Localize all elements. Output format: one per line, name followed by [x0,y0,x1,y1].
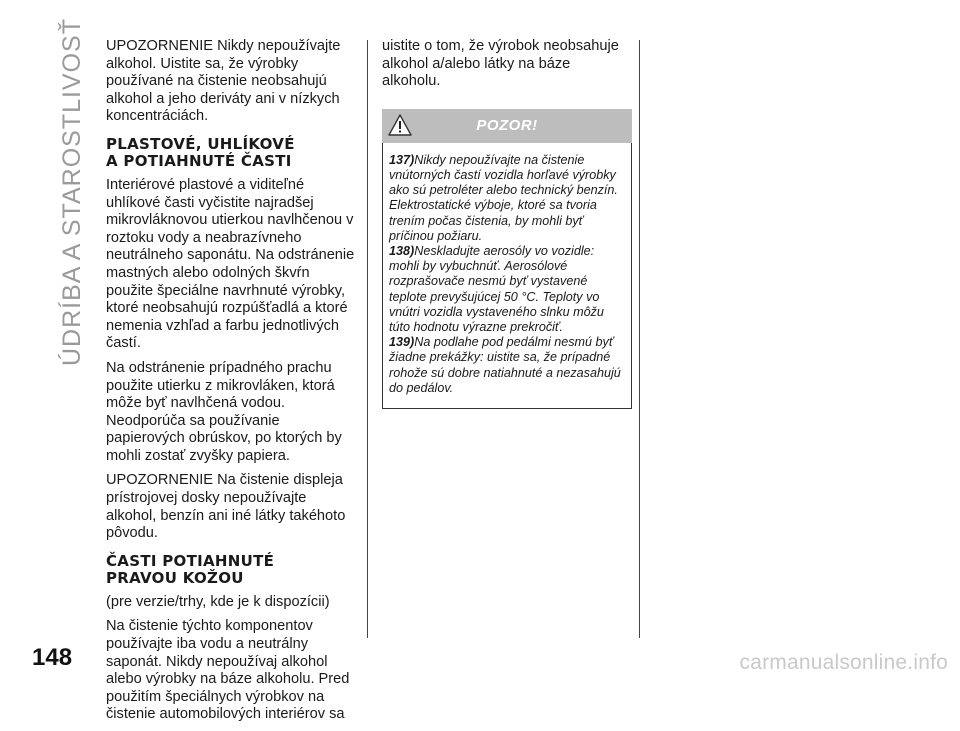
page-number: 148 [32,644,73,671]
heading-line: A POTIAHNUTÉ ČASTI [106,151,292,170]
section-heading [106,553,356,587]
heading-line: ČASTI POTIAHNUTÉ [106,551,275,570]
paragraph: UPOZORNENIE Na čistenie displeja prístrojovej dosky nepoužívajte alkohol, benzín ani iné látky takéhoto pôvodu. [106,472,346,542]
section-side-title [52,18,92,367]
column-divider [367,40,368,638]
middle-column [382,38,632,409]
warning-box [382,143,632,409]
paragraph: Na čistenie týchto komponentov používajte iba vodu a neutrálny saponát. Nikdy nepoužívaj alkohol alebo výrobky na báze alkoholu. Pred použitím špeciálnych výrobkov na čistenie automobilových interiérov sa [106,618,350,723]
paragraph: (pre verzie/trhy, kde je k dispozícii) [106,593,330,610]
warning-text: Nikdy nepoužívajte na čistenie vnútorných častí vozidla horľavé výrobky ako sú petroléter alebo technický benzín. Elektrostatické výboje, ktoré sa tvoria trením počas čistenia, by mohli byť príčinou požiaru. [389,152,618,243]
heading-line: PRAVOU KOŽOU [106,568,244,587]
paragraph: Na odstránenie prípadného prachu použite utierku z mikrovláken, ktorá môže byť navlhčená vodou. Neodporúča sa používanie papierových obrúskov, po ktorých by mohli zostať zvyšky papiera. [106,359,342,464]
watermark: carmanualsonline.info [739,651,948,674]
heading-line: PLASTOVÉ, UHLÍKOVÉ [106,134,295,153]
paragraph: uistite o tom, že výrobok neobsahuje alkohol a/alebo látky na báze alkoholu. [382,38,619,90]
warning-number: 139) [389,335,415,350]
warning-text: Neskladujte aerosóly vo vozidle: mohli by vybuchnúť. Aerosólové rozprašovače nesmú byť vystavené teplote prevyšujúcej 50 °C. Teploty vo vnútri vozidla vystaveného slnku môžu túto hodnotu výrazne prekročiť. [389,244,604,335]
warning-item [389,244,627,335]
section-side-title-text: ÚDRÍBA A STAROSTLIVOSŤ [57,18,86,367]
left-column [106,38,356,731]
warning-title: POZOR! [476,116,538,134]
warning-item [389,153,627,244]
warning-text: Na podlahe pod pedálmi nesmú byť žiadne prekážky: uistite sa, že prípadné rohože sú dobre natiahnuté a nezasahujú do pedálov. [389,335,621,395]
warning-item [389,335,627,396]
warning-header [382,109,632,143]
paragraph: Interiérové plastové a viditeľné uhlíkové časti vyčistite najradšej mikrovláknovou utierkou navlhčenou v roztoku vody a neabrazívneho neutrálneho saponátu. Na odstránenie mastných alebo odolných škvŕn použite špeciálne navrhnuté výrobky, ktoré neobsahujú rozpúšťadlá a ktoré nemenia vzhľad a farbu jednotlivých častí. [106,176,355,352]
warning-number: 137) [389,152,415,167]
section-heading [106,136,356,170]
warning-triangle-icon [388,114,412,136]
paragraph: UPOZORNENIE Nikdy nepoužívajte alkohol. Uistite sa, že výrobky používané na čistenie neobsahujú alkohol a jeho deriváty ani v nízkych koncentráciách. [106,38,341,125]
warning-number: 138) [389,244,415,258]
column-divider [639,40,640,638]
